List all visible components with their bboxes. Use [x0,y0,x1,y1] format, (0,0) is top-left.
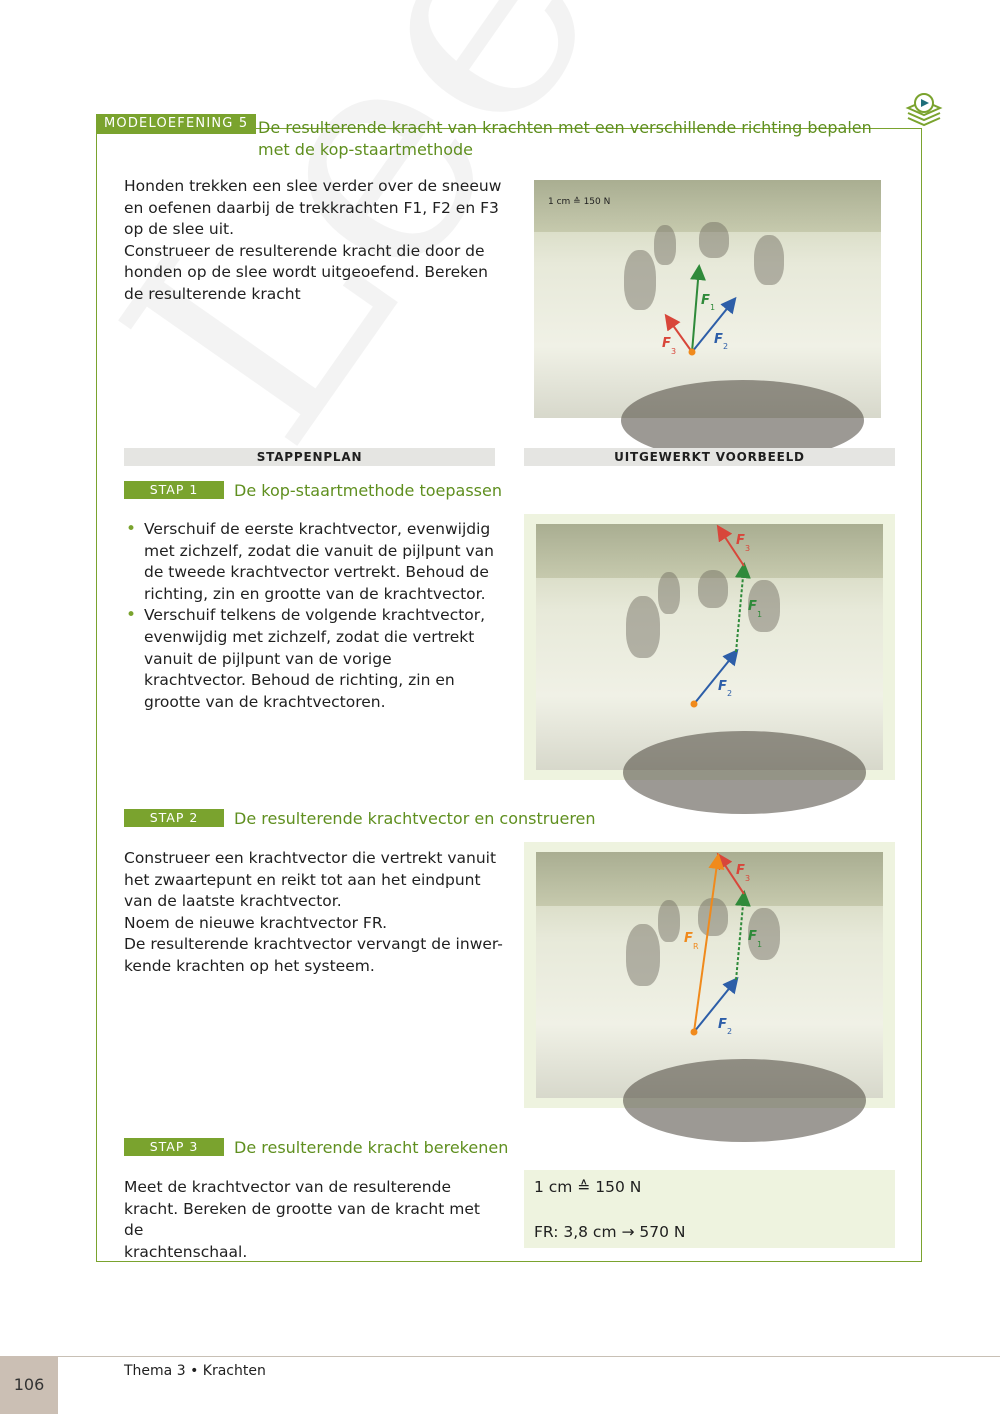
intro-line: en oefenen daarbij de trekkrachten F1, F2 en F3 [124,198,499,217]
step-3-line: Meet de krachtvector van de resulterende [124,1178,451,1196]
svg-text:1: 1 [757,940,763,949]
svg-text:1: 1 [757,610,763,619]
exercise-title: De resulterende kracht van krachten met een verschillende richting bepalen met de kop-staartmethode [258,118,872,159]
step-2-line: het zwaartepunt en reikt tot aan het eindpunt [124,870,481,889]
sled-dogs-photo-intro [534,180,881,418]
digital-resource-icon[interactable] [904,92,944,132]
step-3-line: krachtenschaal. [124,1242,248,1261]
intro-line: de resulterende kracht [124,284,301,303]
step-1-bullet: • Verschuif telkens de volgende krachtvector, evenwijdig met zichzelf, zodat die vertrekt vanuit de pijlpunt van de vorige krachtvector. Behoud de richting, zin en grootte van de krachtvectoren. [124,605,496,713]
exercise-tag: MODELOEFENING 5 [96,114,256,134]
scale-label: 1 cm ≙ 150 N [548,197,611,207]
step-2-line: van de laatste krachtvector. [124,892,342,911]
result-value: FR: 3,8 cm → 570 N [534,1223,686,1241]
svg-text:F: F [662,336,671,351]
svg-text:F: F [684,931,693,946]
step-3-line: kracht. Bereken de grootte van de kracht met de [124,1199,480,1240]
step-1-tag: STAP 1 [124,481,224,499]
sled-dogs-photo-step-1 [536,524,883,770]
step-2-line: kende krachten op het systeem. [124,956,375,975]
intro-text [124,176,504,306]
header-uitgewerkt-voorbeeld: UITGEWERKT VOORBEELD [524,448,895,466]
intro-line: Construeer de resulterende kracht die door de [124,241,485,260]
svg-text:F: F [736,533,745,548]
step-3-title: De resulterende kracht berekenen [234,1138,509,1157]
svg-text:2: 2 [723,342,729,351]
svg-text:2: 2 [727,689,733,698]
intro-line: Honden trekken een slee verder over de sneeuw [124,177,502,195]
header-stappenplan: STAPPENPLAN [124,448,495,466]
intro-line: honden op de slee wordt uitgeoefend. Bereken [124,263,488,282]
svg-text:R: R [693,942,699,951]
step-3-result-box [524,1170,895,1248]
step-1-bullet: • Verschuif de eerste krachtvector, evenwijdig met zichzelf, zodat die vanuit de pijlpunt van de tweede krachtvector vertrekt. Behoud de richting, zin en grootte van de krachtvector. [124,519,496,605]
sled-dogs-photo-step-2 [536,852,883,1098]
svg-text:F: F [718,1017,727,1032]
svg-text:F: F [701,293,710,308]
step-3-tag: STAP 3 [124,1138,224,1156]
svg-text:3: 3 [671,347,677,356]
step-2-line: Construeer een krachtvector die vertrekt vanuit [124,849,497,867]
svg-text:3: 3 [745,874,751,883]
step-2-title: De resulterende krachtvector en construeren [234,809,596,828]
result-scale: 1 cm ≙ 150 N [534,1178,642,1196]
step-1-title: De kop-staartmethode toepassen [234,481,502,500]
intro-line: op de slee uit. [124,220,235,239]
svg-text:F: F [748,929,757,944]
svg-text:2: 2 [727,1027,733,1036]
step-2-line: De resulterende krachtvector vervangt de inwer- [124,935,503,954]
footer-chapter: Thema 3 • Krachten [124,1363,266,1379]
step-2-instructions [124,848,504,978]
page-number: 106 [0,1356,58,1414]
svg-text:F: F [718,679,727,694]
footer-divider [58,1356,1000,1357]
svg-text:F: F [748,599,757,614]
svg-text:F: F [736,863,745,878]
svg-text:3: 3 [745,544,751,553]
step-2-line: Noem de nieuwe krachtvector FR. [124,913,387,932]
svg-text:F: F [714,332,723,347]
step-3-instructions [124,1177,504,1263]
svg-text:1: 1 [710,303,716,312]
step-1-instructions [124,519,496,713]
step-2-tag: STAP 2 [124,809,224,827]
